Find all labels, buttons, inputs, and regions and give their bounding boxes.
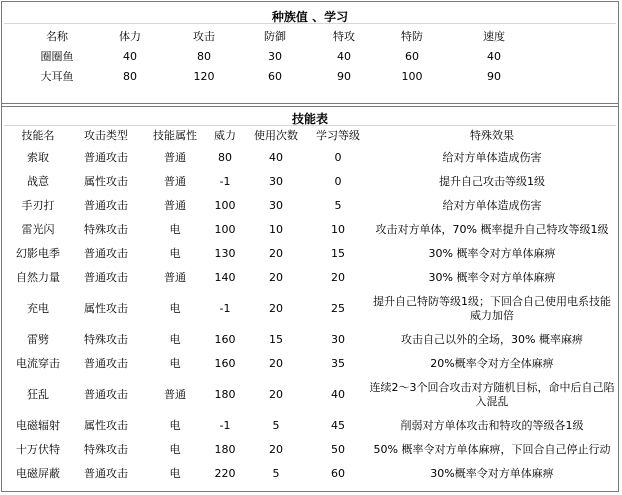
stats-cell: 80 [197,49,211,63]
stats-cell: 40 [487,49,501,63]
skills-table [8,126,616,486]
skill-cell: 30 [269,175,283,188]
skill-cell: 战意 [27,175,49,188]
skill-cell: 180 [214,388,236,401]
stats-cell: 60 [268,69,282,83]
skill-row [8,146,616,170]
skill-cell: 普通 [164,199,186,212]
skill-cell: 特殊攻击 [84,223,128,236]
stats-cell: 120 [193,69,215,83]
skill-effect-cell: 30% 概率令对方单体麻痹 [428,271,556,284]
skill-cell: 100 [214,199,236,212]
skill-cell: 电 [169,247,181,260]
skill-cell: 30 [331,333,345,346]
stats-cell: 30 [268,49,282,63]
stats-header-cell: 防御 [264,30,286,43]
skills-header-cell: 攻击类型 [84,129,128,142]
skill-cell: 140 [214,271,236,284]
skill-cell: 索取 [27,151,49,164]
skill-cell: 普通 [164,271,186,284]
stats-header-cell: 体力 [119,30,141,43]
skill-cell: 电流穿击 [16,357,60,370]
skill-cell: 220 [214,467,236,480]
skill-cell: 40 [269,151,283,164]
stats-header-cell: 特防 [401,30,423,43]
skills-header-row [8,126,616,146]
skill-cell: 电磁屏蔽 [16,467,60,480]
skill-cell: 50 [331,443,345,456]
skill-row [8,266,616,290]
skill-row [8,352,616,376]
stats-cell: 100 [401,69,423,83]
skill-cell: 十万伏特 [16,443,60,456]
skill-cell: 10 [269,223,283,236]
skill-cell: 电 [169,443,181,456]
skill-effect-cell: 提升自己特防等级1级；下回合自己使用电系技能威力加倍 [373,295,611,322]
skill-effect-cell: 攻击自己以外的全场，30% 概率麻痹 [401,333,583,346]
skill-cell: 普通攻击 [84,388,128,401]
skill-cell: 普通攻击 [84,357,128,370]
skill-row [8,376,616,414]
skills-header-cell: 特殊效果 [470,129,514,142]
skill-cell: 20 [269,443,283,456]
stats-row [22,46,542,66]
stats-cell: 80 [123,69,137,83]
skill-row [8,170,616,194]
stats-title-rule [4,23,616,24]
stats-cell: 40 [337,49,351,63]
skill-cell: 40 [331,388,345,401]
skill-cell: 0 [334,175,342,188]
skill-cell: 15 [331,247,345,260]
skill-cell: 80 [218,151,232,164]
stats-cell: 90 [337,69,351,83]
skill-effect-cell: 连续2～3个回合攻击对方随机目标，命中后自己陷入混乱 [369,381,615,408]
skill-cell: 0 [334,151,342,164]
skill-cell: 20 [269,302,283,315]
stats-row [22,66,542,86]
stats-cell: 圈圈鱼 [40,50,74,63]
skill-cell: -1 [219,302,231,315]
skills-title: 技能表 [291,112,328,126]
stats-header-cell: 特攻 [333,30,355,43]
skills-header-cell: 技能属性 [153,129,197,142]
skill-cell: 电 [169,467,181,480]
stats-header-cell: 名称 [46,30,68,43]
stats-header-cell: 速度 [483,30,505,43]
skill-cell: 普通 [164,388,186,401]
skill-cell: 普通攻击 [84,467,128,480]
stats-table [22,26,542,86]
skill-cell: 属性攻击 [84,419,128,432]
skill-cell: 5 [272,467,280,480]
skills-header-cell: 威力 [214,129,236,142]
skill-cell: 自然力量 [16,271,60,284]
skill-cell: 属性攻击 [84,175,128,188]
skill-cell: 电 [169,333,181,346]
skill-row [8,438,616,462]
skill-cell: 30 [269,199,283,212]
skill-cell: 160 [214,333,236,346]
skill-row [8,462,616,486]
skill-cell: 特殊攻击 [84,333,128,346]
skills-header-cell: 技能名 [21,129,55,142]
skill-effect-cell: 攻击对方单体，70% 概率提升自己特攻等级1级 [375,223,609,236]
skill-cell: 5 [272,419,280,432]
skill-cell: 45 [331,419,345,432]
skill-row [8,218,616,242]
skill-cell: -1 [219,175,231,188]
skill-cell: 电 [169,223,181,236]
skill-cell: 雷光闪 [21,223,55,236]
skill-cell: 普通攻击 [84,271,128,284]
skill-cell: 普通 [164,175,186,188]
skill-row [8,194,616,218]
skill-cell: 电 [169,302,181,315]
skill-cell: 雷劈 [27,333,49,346]
skill-cell: 电 [169,357,181,370]
stats-cell: 60 [405,49,419,63]
skill-effect-cell: 30%概率令对方单体麻痹 [430,467,554,480]
skill-cell: 10 [331,223,345,236]
skill-cell: 35 [331,357,345,370]
skill-cell: 20 [331,271,345,284]
skill-cell: 20 [269,247,283,260]
stats-title: 种族值 、学习 [271,10,349,24]
skill-cell: 幻影电季 [16,247,60,260]
skill-row [8,290,616,328]
skill-effect-cell: 提升自己攻击等级1级 [439,175,545,188]
skill-cell: 20 [269,271,283,284]
skill-cell: 20 [269,388,283,401]
skill-row [8,328,616,352]
skill-cell: 普通攻击 [84,151,128,164]
skill-cell: 100 [214,223,236,236]
skill-row [8,414,616,438]
page-frame [1,1,619,492]
skill-cell: 电磁辐射 [16,419,60,432]
stats-header-cell: 攻击 [193,30,215,43]
skill-cell: 普通攻击 [84,199,128,212]
skill-cell: 特殊攻击 [84,443,128,456]
stats-header-row [22,26,542,46]
skill-effect-cell: 30% 概率令对方单体麻痹 [428,247,556,260]
skill-cell: 狂乱 [27,388,49,401]
skills-header-cell: 学习等级 [316,129,360,142]
skill-cell: 25 [331,302,345,315]
skill-cell: 20 [269,357,283,370]
stats-cell: 90 [487,69,501,83]
skill-cell: 60 [331,467,345,480]
skill-cell: 130 [214,247,236,260]
skill-cell: 160 [214,357,236,370]
skills-header-cell: 使用次数 [254,129,298,142]
skill-effect-cell: 给对方单体造成伤害 [442,199,542,212]
section-divider [2,103,618,104]
stats-cell: 大耳鱼 [40,70,74,83]
skill-effect-cell: 20%概率令对方全体麻痹 [430,357,554,370]
skill-cell: 15 [269,333,283,346]
skill-cell: -1 [219,419,231,432]
skill-cell: 5 [334,199,342,212]
stats-cell: 40 [123,49,137,63]
skill-cell: 180 [214,443,236,456]
section-divider [2,106,618,107]
skill-effect-cell: 削弱对方单体攻击和特攻的等级各1级 [400,419,584,432]
skill-cell: 电 [169,419,181,432]
skill-cell: 属性攻击 [84,302,128,315]
skill-effect-cell: 50% 概率令对方单体麻痹，下回合自己停止行动 [373,443,611,456]
skill-cell: 普通攻击 [84,247,128,260]
skill-cell: 普通 [164,151,186,164]
skill-row [8,242,616,266]
skill-cell: 充电 [27,302,49,315]
skill-cell: 手刃打 [21,199,55,212]
skill-effect-cell: 给对方单体造成伤害 [442,151,542,164]
